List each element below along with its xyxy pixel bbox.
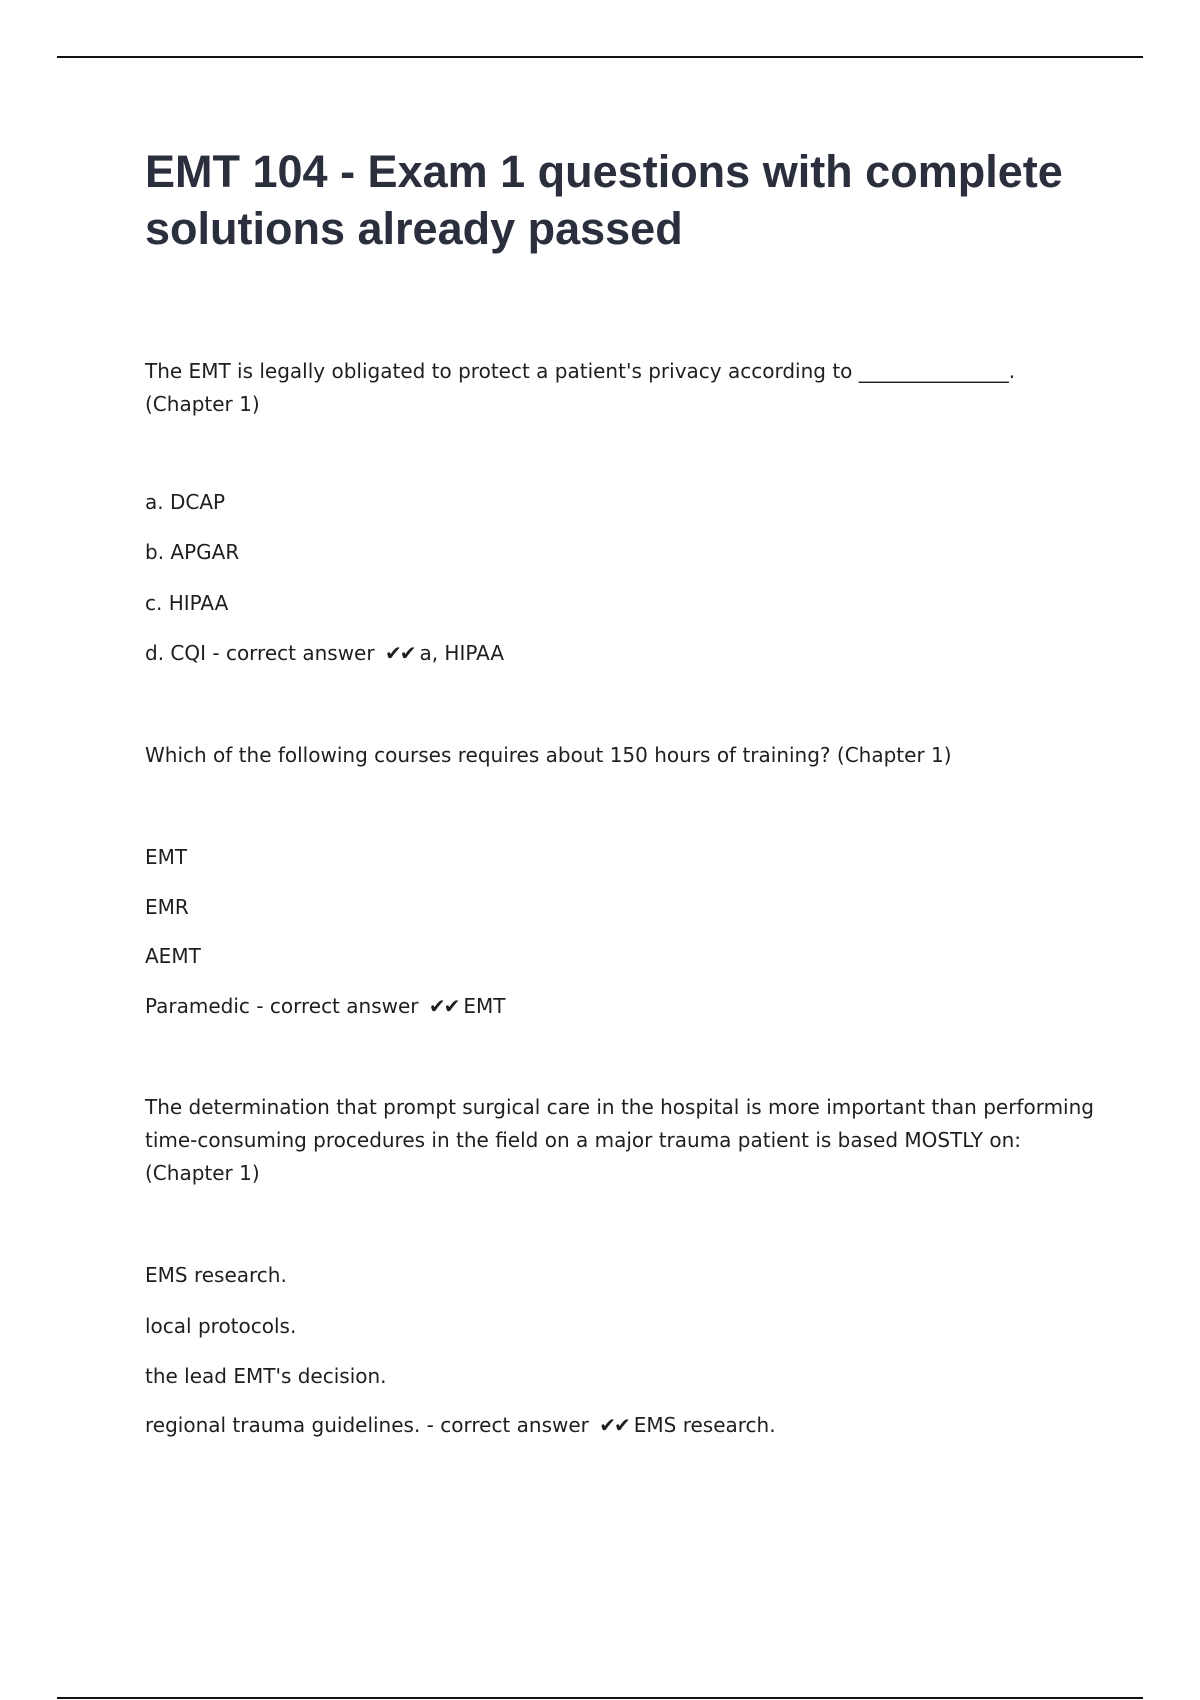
question-2 (145, 739, 1095, 772)
question-1-option-d-with-answer (145, 639, 504, 667)
question-2-answer-prefix: - correct answer (256, 994, 419, 1018)
question-1-option-c: c. HIPAA (145, 591, 229, 615)
question-3-answer: EMS research. (633, 1413, 776, 1437)
document-title: EMT 104 - Exam 1 questions with complete solutions already passed (145, 146, 1063, 254)
checkmark-icon: ✔✔ (599, 1413, 629, 1437)
question-2-option-3: AEMT (145, 944, 201, 968)
question-1-option-b: b. APGAR (145, 540, 240, 564)
question-2-option-4: Paramedic (145, 994, 250, 1018)
checkmark-icon: ✔✔ (384, 641, 415, 665)
question-3-option-3: the lead EMT's decision. (145, 1364, 387, 1388)
question-2-text: Which of the following courses requires about 150 hours of training? (Chapter 1) (145, 743, 952, 767)
question-3 (145, 1091, 1095, 1190)
question-3-option-1: EMS research. (145, 1263, 287, 1287)
question-1-option-d: d. CQI (145, 641, 207, 665)
question-2-answer: EMT (463, 994, 506, 1018)
question-1-answer-prefix: - correct answer (212, 641, 375, 665)
question-1-answer: a, HIPAA (419, 641, 505, 665)
question-1 (145, 355, 1095, 421)
question-3-answer-prefix: - correct answer (426, 1413, 589, 1437)
question-2-option-1: EMT (145, 845, 188, 869)
question-3-text: The determination that prompt surgical care in the hospital is more important than performing time-consuming procedures in the field on a major trauma patient is based MOSTLY on: (Chapter 1) (145, 1095, 1094, 1185)
question-2-option-2: EMR (145, 895, 189, 919)
top-rule (57, 56, 1143, 58)
question-2-option-4-with-answer (145, 992, 505, 1020)
question-3-option-4: regional trauma guidelines. (145, 1413, 421, 1437)
checkmark-icon: ✔✔ (428, 994, 459, 1018)
question-3-option-4-with-answer (145, 1411, 776, 1439)
bottom-rule (57, 1697, 1143, 1699)
question-1-option-a: a. DCAP (145, 490, 226, 514)
question-1-text: The EMT is legally obligated to protect a patient's privacy according to _______________. (Chapter 1) (145, 359, 1016, 416)
question-3-option-2: local protocols. (145, 1314, 297, 1338)
